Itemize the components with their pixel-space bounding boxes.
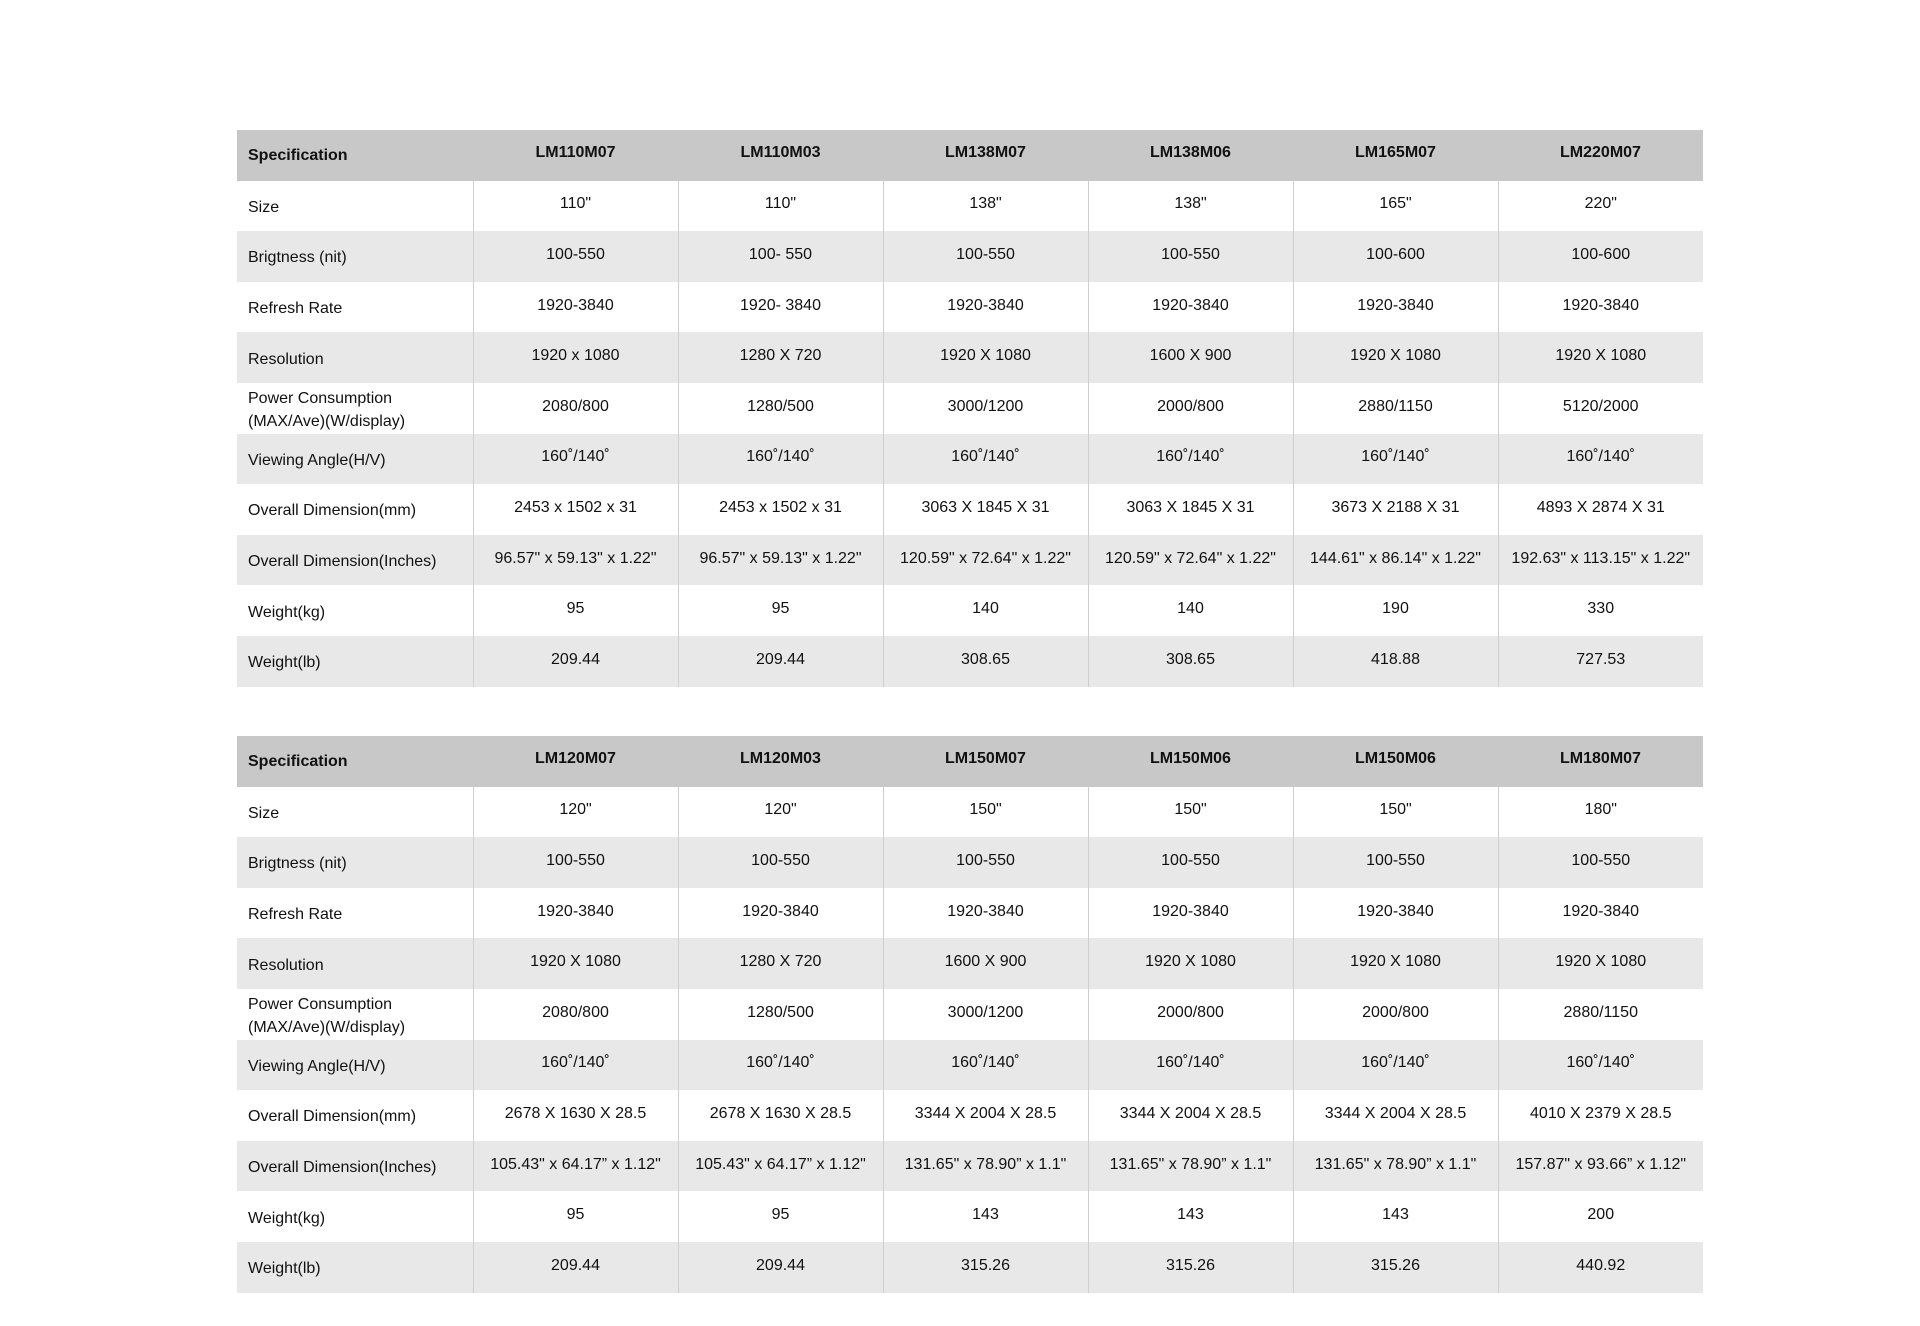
table-cell: 160˚/140˚ xyxy=(1293,434,1498,485)
table-cell: 160˚/140˚ xyxy=(883,434,1088,485)
table-cell: 1920-3840 xyxy=(1498,888,1703,939)
table-cell: 160˚/140˚ xyxy=(883,1040,1088,1091)
table-cell: 4010 X 2379 X 28.5 xyxy=(1498,1090,1703,1141)
table-cell: 160˚/140˚ xyxy=(1088,1040,1293,1091)
table-cell: 100-600 xyxy=(1293,231,1498,282)
row-label-weight-kg: Weight(kg) xyxy=(248,603,326,621)
table-cell: 131.65" x 78.90” x 1.1" xyxy=(1088,1141,1293,1192)
row-label-refresh-rate: Refresh Rate xyxy=(248,300,343,318)
table-row xyxy=(237,1090,1703,1141)
table-row xyxy=(237,1242,1703,1293)
table-cell: 105.43" x 64.17” x 1.12" xyxy=(473,1141,678,1192)
model-header: LM120M03 xyxy=(740,750,821,768)
table-cell: 3063 X 1845 X 31 xyxy=(1088,484,1293,535)
model-header: LM120M07 xyxy=(535,750,616,768)
table-cell: 160˚/140˚ xyxy=(473,1040,678,1091)
table-cell: 1920 X 1080 xyxy=(1498,332,1703,383)
table-cell: 180" xyxy=(1498,787,1703,838)
table-row xyxy=(237,636,1703,687)
row-label-weight-kg: Weight(kg) xyxy=(248,1209,326,1227)
table-row xyxy=(237,282,1703,333)
table-cell: 220" xyxy=(1498,181,1703,232)
row-label-brightness: Brigtness (nit) xyxy=(248,855,347,873)
table-cell: 100- 550 xyxy=(678,231,883,282)
model-header: LM165M07 xyxy=(1355,144,1436,162)
table-cell: 140 xyxy=(883,585,1088,636)
table-cell: 143 xyxy=(1088,1191,1293,1242)
table-cell: 1280 X 720 xyxy=(678,938,883,989)
table-cell: 120" xyxy=(678,787,883,838)
table-row xyxy=(237,585,1703,636)
table-cell: 3344 X 2004 X 28.5 xyxy=(1293,1090,1498,1141)
table-cell: 190 xyxy=(1293,585,1498,636)
table-cell: 1920 X 1080 xyxy=(1293,938,1498,989)
table-cell: 100-550 xyxy=(473,231,678,282)
table-cell: 120.59" x 72.64" x 1.22" xyxy=(883,535,1088,586)
table-cell: 100-550 xyxy=(1498,837,1703,888)
table-cell: 100-600 xyxy=(1498,231,1703,282)
table-cell: 2080/800 xyxy=(473,383,678,434)
table-cell: 1920-3840 xyxy=(883,888,1088,939)
table-cell: 160˚/140˚ xyxy=(678,1040,883,1091)
table-cell: 3000/1200 xyxy=(883,989,1088,1040)
table-cell: 315.26 xyxy=(883,1242,1088,1293)
table-cell: 2453 x 1502 x 31 xyxy=(678,484,883,535)
table-header-row xyxy=(237,736,1703,787)
table-row xyxy=(237,383,1703,434)
table-row xyxy=(237,787,1703,838)
table-cell: 1920 X 1080 xyxy=(473,938,678,989)
table-cell: 3063 X 1845 X 31 xyxy=(883,484,1088,535)
row-label-refresh-rate: Refresh Rate xyxy=(248,906,343,924)
table-cell: 120.59" x 72.64" x 1.22" xyxy=(1088,535,1293,586)
table-cell: 209.44 xyxy=(678,1242,883,1293)
table-cell: 1920-3840 xyxy=(473,282,678,333)
table-row xyxy=(237,484,1703,535)
table-row xyxy=(237,434,1703,485)
table-cell: 2080/800 xyxy=(473,989,678,1040)
table-cell: 138" xyxy=(883,181,1088,232)
table-cell: 1600 X 900 xyxy=(883,938,1088,989)
table-cell: 95 xyxy=(473,585,678,636)
table-cell: 315.26 xyxy=(1088,1242,1293,1293)
row-label-size: Size xyxy=(248,198,280,216)
table-cell: 1920 x 1080 xyxy=(473,332,678,383)
row-label-viewing-angle: Viewing Angle(H/V) xyxy=(248,1057,386,1075)
table-cell: 315.26 xyxy=(1293,1242,1498,1293)
table-cell: 100-550 xyxy=(883,231,1088,282)
table-cell: 165" xyxy=(1293,181,1498,232)
row-label-power-consumption: Power Consumption (MAX/Ave)(W/display) xyxy=(248,389,406,430)
model-header: LM138M06 xyxy=(1150,144,1231,162)
table-cell: 1920 X 1080 xyxy=(1293,332,1498,383)
table-cell: 209.44 xyxy=(473,1242,678,1293)
table-cell: 1920-3840 xyxy=(678,888,883,939)
table-cell: 95 xyxy=(678,1191,883,1242)
table-cell: 1920-3840 xyxy=(883,282,1088,333)
table-cell: 110" xyxy=(473,181,678,232)
table-row xyxy=(237,1040,1703,1091)
table-cell: 2880/1150 xyxy=(1498,989,1703,1040)
specification-header: Specification xyxy=(248,147,348,165)
row-label-dimension-inches: Overall Dimension(Inches) xyxy=(248,553,437,571)
table-row xyxy=(237,1191,1703,1242)
table-cell: 131.65" x 78.90” x 1.1" xyxy=(883,1141,1088,1192)
table-cell: 2678 X 1630 X 28.5 xyxy=(678,1090,883,1141)
table-cell: 727.53 xyxy=(1498,636,1703,687)
table-cell: 2000/800 xyxy=(1088,383,1293,434)
spec-table-2 xyxy=(237,736,1703,1293)
model-header: LM150M07 xyxy=(945,750,1026,768)
table-cell: 209.44 xyxy=(473,636,678,687)
table-cell: 3673 X 2188 X 31 xyxy=(1293,484,1498,535)
table-cell: 440.92 xyxy=(1498,1242,1703,1293)
table-cell: 160˚/140˚ xyxy=(1088,434,1293,485)
row-label-weight-lb: Weight(lb) xyxy=(248,654,321,672)
table-cell: 105.43" x 64.17” x 1.12" xyxy=(678,1141,883,1192)
table-cell: 95 xyxy=(473,1191,678,1242)
table-cell: 1280 X 720 xyxy=(678,332,883,383)
table-cell: 1600 X 900 xyxy=(1088,332,1293,383)
table-cell: 96.57" x 59.13" x 1.22" xyxy=(473,535,678,586)
table-row xyxy=(237,938,1703,989)
row-label-resolution: Resolution xyxy=(248,350,324,368)
table-cell: 1920-3840 xyxy=(1498,282,1703,333)
row-label-size: Size xyxy=(248,804,280,822)
table-cell: 2000/800 xyxy=(1293,989,1498,1040)
table-cell: 209.44 xyxy=(678,636,883,687)
table-cell: 1920-3840 xyxy=(1293,888,1498,939)
row-label-dimension-mm: Overall Dimension(mm) xyxy=(248,502,417,520)
table-cell: 3000/1200 xyxy=(883,383,1088,434)
table-cell: 3344 X 2004 X 28.5 xyxy=(1088,1090,1293,1141)
table-cell: 95 xyxy=(678,585,883,636)
table-cell: 110" xyxy=(678,181,883,232)
model-header: LM150M06 xyxy=(1150,750,1231,768)
table-cell: 1920 X 1080 xyxy=(883,332,1088,383)
row-label-viewing-angle: Viewing Angle(H/V) xyxy=(248,451,386,469)
model-header: LM110M07 xyxy=(535,144,616,162)
model-header: LM180M07 xyxy=(1560,750,1641,768)
table-cell: 143 xyxy=(1293,1191,1498,1242)
table-cell: 100-550 xyxy=(883,837,1088,888)
model-header: LM220M07 xyxy=(1560,144,1641,162)
table-row xyxy=(237,535,1703,586)
table-cell: 1920 X 1080 xyxy=(1498,938,1703,989)
table-row xyxy=(237,888,1703,939)
table-cell: 150" xyxy=(1293,787,1498,838)
table-row xyxy=(237,332,1703,383)
table-cell: 2453 x 1502 x 31 xyxy=(473,484,678,535)
table-cell: 1920 X 1080 xyxy=(1088,938,1293,989)
table-cell: 150" xyxy=(1088,787,1293,838)
table-cell: 100-550 xyxy=(678,837,883,888)
table-cell: 100-550 xyxy=(1088,837,1293,888)
table-row xyxy=(237,231,1703,282)
table-cell: 1920-3840 xyxy=(1088,888,1293,939)
table-cell: 131.65" x 78.90” x 1.1" xyxy=(1293,1141,1498,1192)
row-label-power-consumption: Power Consumption (MAX/Ave)(W/display) xyxy=(248,995,406,1036)
table-cell: 160˚/140˚ xyxy=(1293,1040,1498,1091)
table-cell: 160˚/140˚ xyxy=(473,434,678,485)
row-label-resolution: Resolution xyxy=(248,956,324,974)
table-cell: 200 xyxy=(1498,1191,1703,1242)
table-cell: 330 xyxy=(1498,585,1703,636)
table-cell: 100-550 xyxy=(1088,231,1293,282)
table-cell: 150" xyxy=(883,787,1088,838)
table-cell: 2000/800 xyxy=(1088,989,1293,1040)
table-cell: 140 xyxy=(1088,585,1293,636)
table-cell: 157.87" x 93.66” x 1.12" xyxy=(1498,1141,1703,1192)
table-cell: 1280/500 xyxy=(678,989,883,1040)
table-cell: 100-550 xyxy=(1293,837,1498,888)
table-cell: 138" xyxy=(1088,181,1293,232)
table-cell: 160˚/140˚ xyxy=(1498,1040,1703,1091)
table-row xyxy=(237,989,1703,1040)
table-row xyxy=(237,181,1703,232)
table-row xyxy=(237,1141,1703,1192)
row-label-weight-lb: Weight(lb) xyxy=(248,1260,321,1278)
table-cell: 3344 X 2004 X 28.5 xyxy=(883,1090,1088,1141)
model-header: LM138M07 xyxy=(945,144,1026,162)
table-cell: 1920- 3840 xyxy=(678,282,883,333)
table-cell: 418.88 xyxy=(1293,636,1498,687)
table-cell: 192.63" x 113.15" x 1.22" xyxy=(1498,535,1703,586)
table-cell: 1920-3840 xyxy=(473,888,678,939)
table-cell: 144.61" x 86.14" x 1.22" xyxy=(1293,535,1498,586)
table-cell: 160˚/140˚ xyxy=(1498,434,1703,485)
table-cell: 4893 X 2874 X 31 xyxy=(1498,484,1703,535)
specification-header: Specification xyxy=(248,753,348,771)
table-header-row xyxy=(237,130,1703,181)
table-cell: 160˚/140˚ xyxy=(678,434,883,485)
table-cell: 308.65 xyxy=(883,636,1088,687)
table-cell: 120" xyxy=(473,787,678,838)
table-cell: 5120/2000 xyxy=(1498,383,1703,434)
row-label-brightness: Brigtness (nit) xyxy=(248,249,347,267)
model-header: LM150M06 xyxy=(1355,750,1436,768)
table-cell: 96.57" x 59.13" x 1.22" xyxy=(678,535,883,586)
table-cell: 2678 X 1630 X 28.5 xyxy=(473,1090,678,1141)
table-cell: 100-550 xyxy=(473,837,678,888)
table-cell: 2880/1150 xyxy=(1293,383,1498,434)
table-row xyxy=(237,837,1703,888)
row-label-dimension-inches: Overall Dimension(Inches) xyxy=(248,1159,437,1177)
table-cell: 308.65 xyxy=(1088,636,1293,687)
table-cell: 143 xyxy=(883,1191,1088,1242)
spec-table-1 xyxy=(237,130,1703,687)
table-cell: 1920-3840 xyxy=(1293,282,1498,333)
table-cell: 1920-3840 xyxy=(1088,282,1293,333)
table-cell: 1280/500 xyxy=(678,383,883,434)
model-header: LM110M03 xyxy=(740,144,821,162)
row-label-dimension-mm: Overall Dimension(mm) xyxy=(248,1108,417,1126)
